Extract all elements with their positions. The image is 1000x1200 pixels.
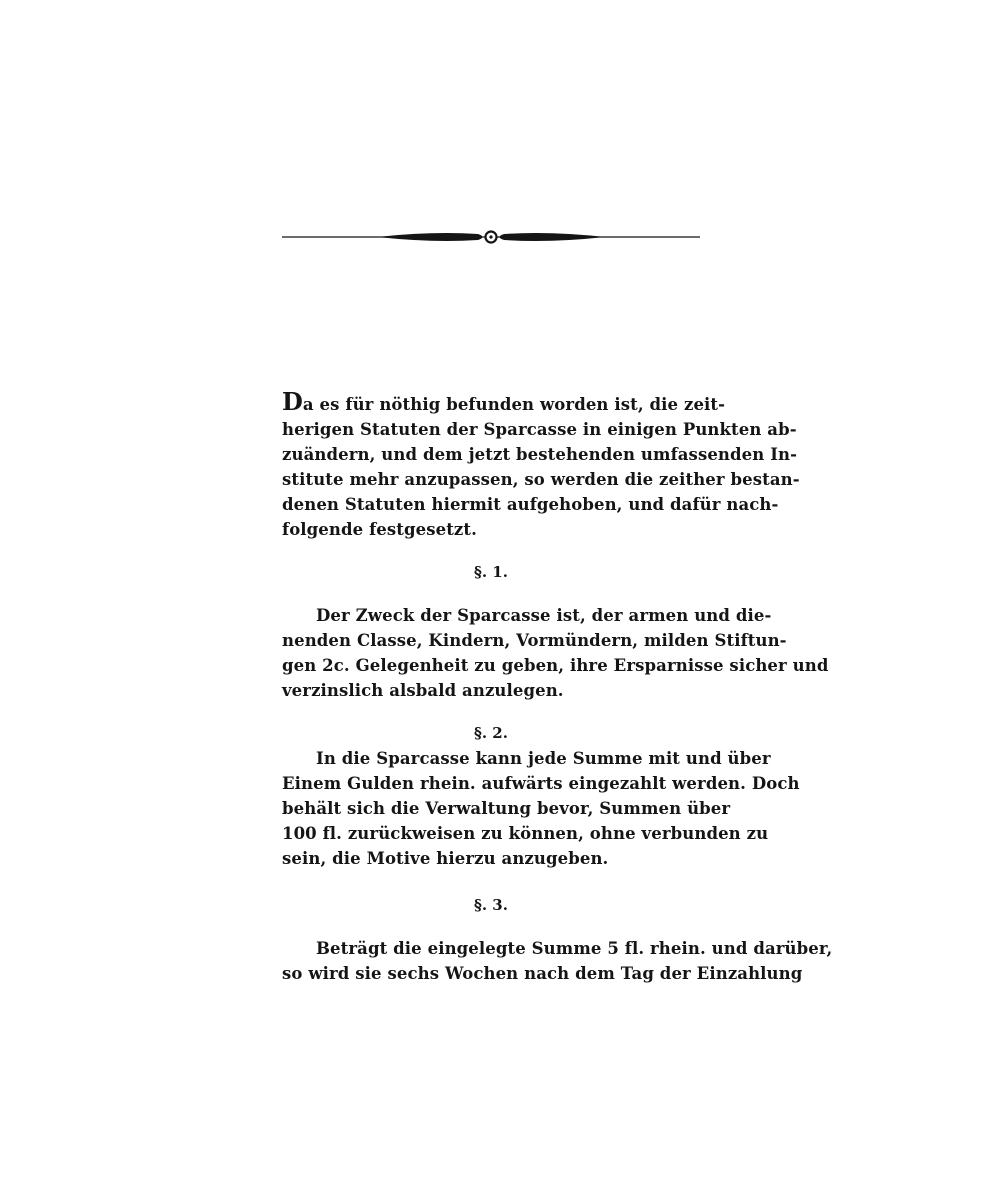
section-1 xyxy=(282,560,829,703)
preamble-line xyxy=(282,387,726,417)
ornament-rule-icon xyxy=(282,226,700,248)
section-line: so wird sie sechs Wochen nach dem Tag der Einzahlung xyxy=(282,964,803,983)
section-line: nenden Classe, Kindern, Vormündern, milden Stiftun- xyxy=(282,631,787,650)
section-heading: §. 2. xyxy=(474,724,508,742)
section-line: behält sich die Verwaltung bevor, Summen über xyxy=(282,799,731,818)
preamble-paragraph xyxy=(282,387,800,542)
section-line: verzinslich alsbald anzulegen. xyxy=(282,681,564,700)
drop-cap: D xyxy=(282,387,303,416)
section-line: Der Zweck der Sparcasse ist, der armen und die- xyxy=(316,606,772,625)
preamble-first-line-text: a es für nöthig befunden worden ist, die zeit- xyxy=(302,395,726,414)
section-2 xyxy=(282,721,800,871)
section-line: 100 fl. zurückweisen zu können, ohne verbunden zu xyxy=(282,824,769,843)
section-3 xyxy=(282,893,833,986)
section-heading: §. 3. xyxy=(474,896,508,914)
section-line: Beträgt die eingelegte Summe 5 fl. rhein. und darüber, xyxy=(316,939,833,958)
preamble-line: herigen Statuten der Sparcasse in einigen Punkten ab- xyxy=(282,420,797,439)
section-line: gen 2c. Gelegenheit zu geben, ihre Ersparnisse sicher und xyxy=(282,656,829,675)
section-line: sein, die Motive hierzu anzugeben. xyxy=(282,849,609,868)
preamble-line: denen Statuten hiermit aufgehoben, und dafür nach- xyxy=(282,495,779,514)
section-heading: §. 1. xyxy=(474,563,508,581)
preamble-line: folgende festgesetzt. xyxy=(282,520,477,539)
document-body xyxy=(282,387,833,986)
preamble-line: zuändern, und dem jetzt bestehenden umfassenden In- xyxy=(282,445,798,464)
section-line: In die Sparcasse kann jede Summe mit und über xyxy=(316,749,771,768)
section-line: Einem Gulden rhein. aufwärts eingezahlt werden. Doch xyxy=(282,774,800,793)
preamble-line: stitute mehr anzupassen, so werden die zeither bestan- xyxy=(282,470,800,489)
